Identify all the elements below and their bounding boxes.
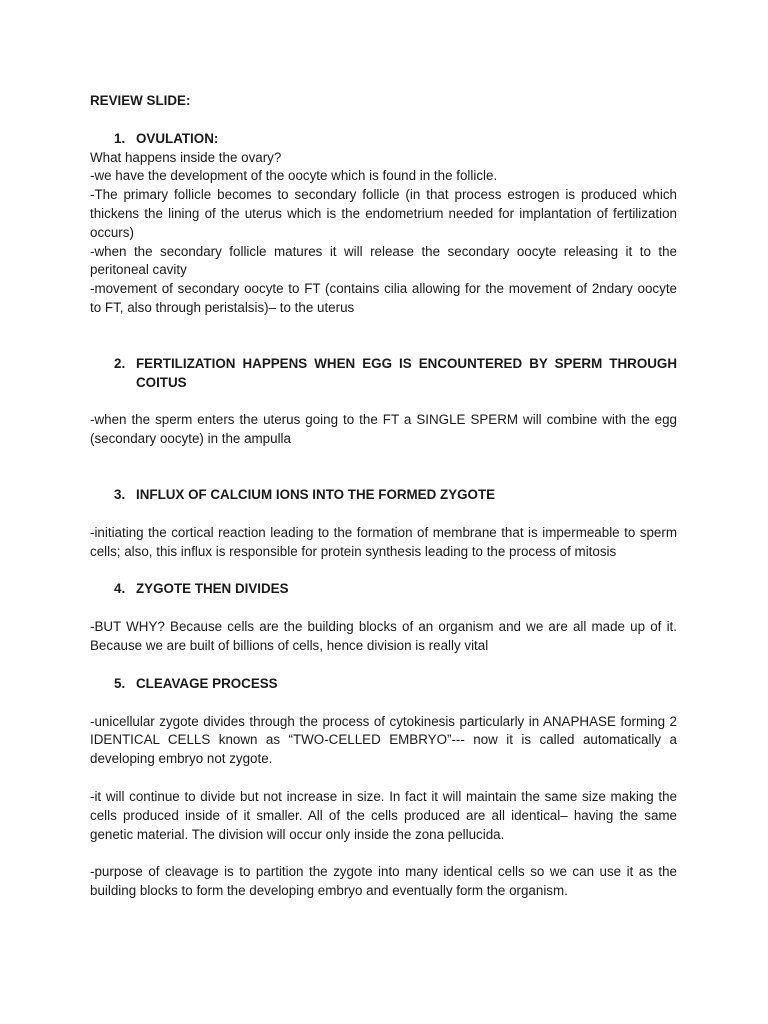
section-heading-fertilization — [90, 355, 677, 393]
document-body — [90, 92, 677, 901]
section-paragraph: -when the secondary follicle matures it will release the secondary oocyte releasing it to the peritoneal cavity — [90, 243, 677, 278]
section-paragraph: -initiating the cortical reaction leading to the formation of membrane that is impermeable to sperm cells; also, this influx is responsible for protein synthesis leading to the process of mitosis — [90, 524, 677, 559]
section-title: INFLUX OF CALCIUM IONS INTO THE FORMED ZYGOTE — [136, 486, 496, 502]
section-paragraph: -we have the development of the oocyte which is found in the follicle. — [90, 168, 498, 184]
section-heading-cleavage — [90, 675, 677, 694]
section-paragraph: -purpose of cleavage is to partition the zygote into many identical cells so we can use it as the building blocks to form the developing embryo and eventually form the organism. — [90, 864, 677, 899]
section-heading-ovulation — [90, 130, 677, 149]
section-paragraph: -BUT WHY? Because cells are the building blocks of an organism and we are all made up of it. Because we are built of billions of cells, hence division is really vital — [90, 619, 677, 653]
document-title: REVIEW SLIDE: — [90, 93, 191, 108]
section-title: ZYGOTE THEN DIVIDES — [136, 581, 289, 597]
section-paragraph: -when the sperm enters the uterus going to the FT a SINGLE SPERM will combine with the egg (secondary oocyte) in the ampulla — [90, 412, 677, 447]
section-title: CLEAVAGE PROCESS — [136, 675, 278, 691]
section-paragraph: -it will continue to divide but not increase in size. In fact it will maintain the same size making the cells produced inside of it smaller. All of the cells produced are all identical– having the same genetic material. The division will occur only inside the zona pellucida. — [90, 788, 677, 842]
section-number: 5. — [114, 675, 126, 691]
section-paragraph: What happens inside the ovary? — [90, 149, 282, 165]
section-number: 2. — [114, 355, 126, 371]
section-number: 1. — [114, 130, 126, 146]
section-number: 3. — [114, 486, 126, 502]
section-heading-zygote-divides — [90, 580, 677, 599]
section-paragraph: -unicellular zygote divides through the process of cytokinesis particularly in ANAPHASE forming 2 IDENTICAL CELLS known as “TWO-CELLED EMBRYO”--- now it is called automatically a developing embryo not zygote. — [90, 713, 677, 767]
section-title: FERTILIZATION HAPPENS WHEN EGG IS ENCOUNTERED BY SPERM THROUGH COITUS — [136, 355, 677, 390]
section-paragraph: -The primary follicle becomes to secondary follicle (in that process estrogen is produced which thickens the lining of the uterus which is the endometrium needed for implantation of fertilization occurs) — [90, 187, 677, 240]
section-heading-calcium-influx — [90, 486, 677, 505]
section-number: 4. — [114, 581, 126, 597]
section-title: OVULATION: — [136, 130, 219, 146]
section-paragraph: -movement of secondary oocyte to FT (contains cilia allowing for the movement of 2ndary oocyte to FT, also through peristalsis)– to the uterus — [90, 281, 677, 315]
